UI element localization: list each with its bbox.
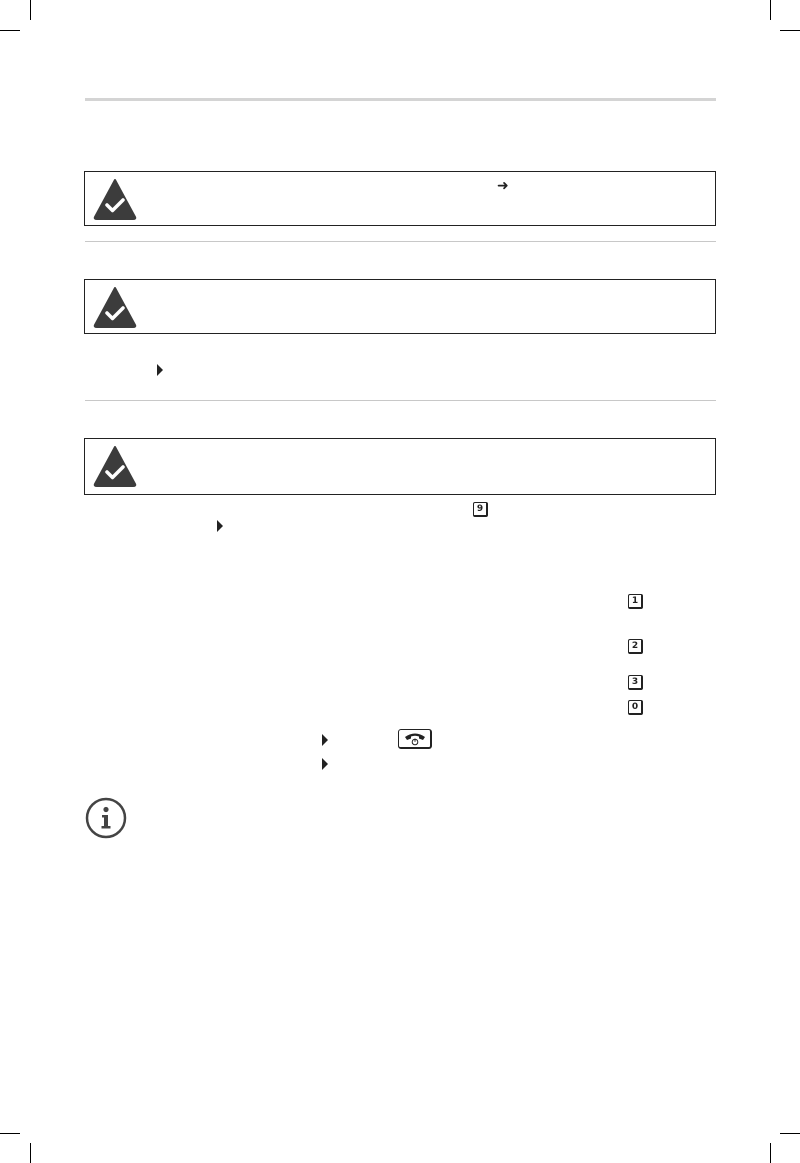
prerequisite-note-3 bbox=[84, 438, 716, 495]
crop-mark bbox=[770, 1143, 771, 1163]
crop-mark bbox=[780, 1133, 800, 1134]
header-rule bbox=[85, 98, 716, 101]
section-divider bbox=[85, 241, 716, 242]
warning-check-icon bbox=[93, 178, 137, 220]
caret-right-icon bbox=[157, 364, 163, 376]
prerequisite-note-2 bbox=[84, 279, 716, 334]
caret-right-icon bbox=[217, 520, 223, 532]
caret-right-icon bbox=[322, 734, 328, 746]
prerequisite-note-1 bbox=[84, 171, 716, 226]
warning-check-icon bbox=[93, 445, 137, 487]
crop-mark bbox=[780, 30, 800, 31]
key-2: 2 bbox=[628, 639, 643, 654]
key-1: 1 bbox=[628, 594, 643, 609]
section-divider bbox=[85, 400, 716, 401]
crop-mark bbox=[0, 1133, 20, 1134]
key-3: 3 bbox=[628, 675, 643, 690]
caret-right-icon bbox=[322, 758, 328, 770]
key-0: 0 bbox=[628, 700, 643, 715]
info-icon bbox=[85, 797, 127, 839]
arrow-right-icon: ➜ bbox=[497, 178, 509, 194]
crop-mark bbox=[770, 0, 771, 20]
end-call-key-icon bbox=[398, 729, 432, 749]
crop-mark bbox=[0, 30, 20, 31]
key-9: 9 bbox=[473, 502, 488, 517]
warning-check-icon bbox=[93, 286, 137, 328]
crop-mark bbox=[30, 1143, 31, 1163]
crop-mark bbox=[30, 0, 31, 20]
